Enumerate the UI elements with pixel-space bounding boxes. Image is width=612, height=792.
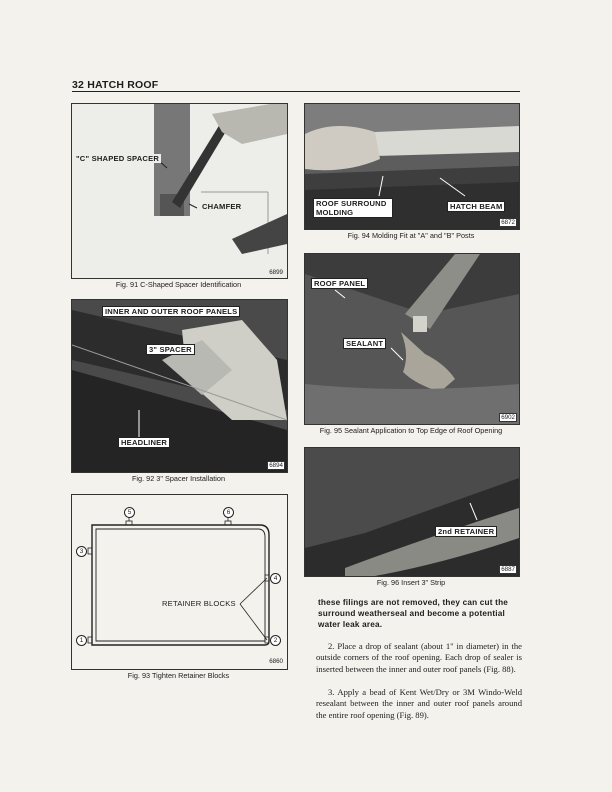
figure-94-photo (304, 103, 520, 230)
label-roof-surround-molding-text: ROOF SURROUND MOLDING (316, 199, 387, 217)
figure-92-photo (71, 299, 288, 473)
figure-91-illustration (72, 104, 287, 278)
label-inner-outer-roof-panels: INNER AND OUTER ROOF PANELS (102, 306, 240, 317)
figure-96-photo (304, 447, 520, 577)
figure-96-illustration (305, 448, 519, 576)
figure-caption: Fig. 92 3" Spacer Installation (131, 474, 226, 483)
retainer-frame-diagram (72, 495, 287, 669)
figure-caption: Fig. 95 Sealant Application to Top Edge of Roof Opening (319, 426, 503, 435)
figure-caption: Fig. 94 Molding Fit at "A" and "B" Posts (347, 231, 475, 240)
step-3-text: 3. Apply a bead of Kent Wet/Dry or 3M Windo-Weld resealant between the inner and outer roof panels around the entire roof opening (Fig. 89). (316, 687, 522, 720)
marker-5: 5 (124, 507, 135, 518)
label-chamfer: CHAMFER (202, 202, 242, 211)
marker-4: 4 (270, 573, 281, 584)
figure-95-photo (304, 253, 520, 425)
label-c-shaped-spacer: "C" SHAPED SPACER (76, 154, 160, 163)
figure-caption: Fig. 96 Insert 3" Strip (376, 578, 446, 587)
step-2-paragraph (316, 641, 522, 675)
label-sealant: SEALANT (343, 338, 386, 349)
warning-text: these filings are not removed, they can cut the surround weatherseal and become a potential water leak area. (318, 598, 509, 629)
figure-number: 6887 (501, 566, 515, 573)
label-hatch-beam: HATCH BEAM (447, 201, 505, 212)
figure-caption: Fig. 91 C-Shaped Spacer Identification (115, 280, 242, 289)
figure-91-photo (71, 103, 288, 279)
label-roof-surround-molding (313, 198, 393, 218)
page-title: 32 HATCH ROOF (72, 79, 159, 91)
step-3-paragraph (316, 687, 522, 721)
label-headliner: HEADLINER (118, 437, 170, 448)
figure-number: 6899 (269, 269, 283, 276)
figure-caption: Fig. 93 Tighten Retainer Blocks (127, 671, 230, 680)
label-3-inch-spacer: 3" SPACER (146, 344, 195, 355)
figure-92-illustration (72, 300, 287, 472)
figure-number: 6860 (269, 658, 283, 665)
label-retainer-blocks: RETAINER BLOCKS (162, 599, 236, 608)
figure-number: 6902 (501, 414, 515, 421)
label-2nd-retainer: 2nd RETAINER (435, 526, 497, 537)
label-roof-panel: ROOF PANEL (311, 278, 368, 289)
step-2-text: 2. Place a drop of sealant (about 1" in diameter) in the outside corners of the roof opening. Each drop of sealer is inserted between the inner and outer roof panels (Fig. 88). (316, 641, 522, 674)
figure-number: 6894 (269, 462, 283, 469)
marker-6: 6 (223, 507, 234, 518)
page-header (72, 75, 520, 92)
figure-number: 6872 (501, 219, 515, 226)
marker-3: 3 (76, 546, 87, 557)
marker-2: 2 (270, 635, 281, 646)
figure-93-diagram (71, 494, 288, 670)
marker-1: 1 (76, 635, 87, 646)
